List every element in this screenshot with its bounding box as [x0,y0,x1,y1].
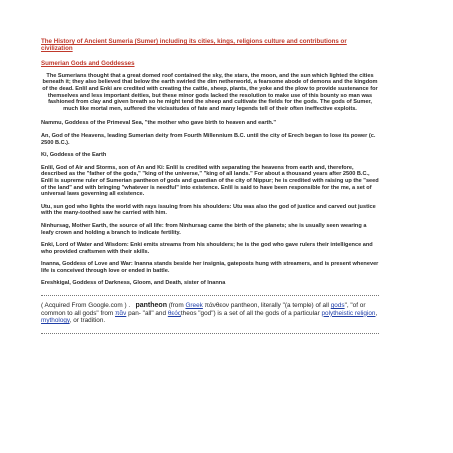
section-heading: Sumerian Gods and Goddesses [41,59,135,67]
link-mythology[interactable]: mythology [41,317,70,325]
link-pan[interactable]: πᾶν [115,309,127,317]
link-greek[interactable]: Greek [185,302,203,310]
entry-ereshkigal: Ereshkigal, Goddess of Darkness, Gloom, and Death, sister of Inanna [41,280,226,287]
citation-text-1: (from [168,302,186,310]
link-gods[interactable]: gods [330,302,345,310]
entry-inanna: Inanna, Goddess of Love and War: Inanna stands beside her insignia, gateposts hung with streamers, and is present whenever life is conceived through love or ended in battle. [41,261,379,274]
entry-ki: Ki, Goddess of the Earth [41,152,107,159]
entry-enlil: Enlil, God of Air and Storms, son of An and Ki: Enlil is credited with separating the heavens from earth and, therefore, described as the "father of the gods," "king of the universe," "king of all lands." For about a thousand years after 2500 B.C., Enlil is supreme ruler of Sumerian pantheon of gods and guardian of the city of Nippur; he is credited with raising up the "seed of the land" and with bringing "whatever is needful" into existence. Enlil is said to have been responsible for the me, a set of universal laws governing all existence. [41,164,379,198]
entry-enki: Enki, Lord of Water and Wisdom: Enki emits streams from his shoulders; he is the god who gave rulers their intelligence and who provided craftsmen with their skills. [41,242,373,255]
citation-text-4: pan- "all" and [126,309,168,317]
divider-bottom [41,333,379,334]
entry-nammu: Nammu, Goddess of the Primeval Sea, "the mother who gave birth to heaven and earth." [41,120,277,127]
entry-ninhursag: Ninhursag, Mother Earth, the source of all life: from Ninhursag came the birth of the planets; she is usually seen wearing a leafy crown and holding a branch to indicate fertility. [41,222,367,236]
entry-utu: Utu, sun god who lights the world with rays issuing from his shoulders: Utu was also the god of justice and carved out justice with the many-toothed saw he carried with him. [41,203,376,217]
entry-an: An, God of the Heavens, leading Sumerian deity from Fourth Millennium B.C. until the city of Erech began to lose its power (c. 2500 B.C.). [41,132,376,146]
link-theos[interactable]: θεός [167,309,181,317]
citation-text-3: ", "of or common to all gods" from [41,302,366,317]
citation-text-2: πάνθεον pantheon, literally "(a temple) of all [202,302,331,310]
citation-source: ( Acquired From Google.com ) . [41,302,131,310]
citation-term: pantheon [135,302,167,310]
link-polytheistic-religion[interactable]: polytheistic religion [321,309,376,317]
citation-text-7: , or tradition. [69,317,106,325]
document-title: The History of Ancient Sumeria (Sumer) including its cities, kings, religions culture and contributions or civilization [41,38,347,53]
citation-text-5: theos "god") is a set of all the gods of a particular [180,309,322,317]
citation-text-6: , [375,309,378,317]
intro-paragraph: The Sumerians thought that a great domed roof contained the sky, the stars, the moon, and the sun which lighted the cities beneath it; they also believed that below the earth swirled the dim netherworld, a fearsome abode of demons and the kingdom of the dead. Enlil and Enki are credited with creating the cattle, sheep, plants, the yoke and the plow to provide sustenance for themselves and less important deities, but these minor gods lacked the resolution to make use of this bounty so man was fashioned from clay and given breath so he might tend the sheep and cultivate the fields for the gods. The gods of Sumer, much like mortal men, suffered the vicissitudes of fate and many legends tell of their often ineffective exploits. [42,72,378,112]
divider-top [41,295,379,296]
citation-paragraph [41,302,379,325]
